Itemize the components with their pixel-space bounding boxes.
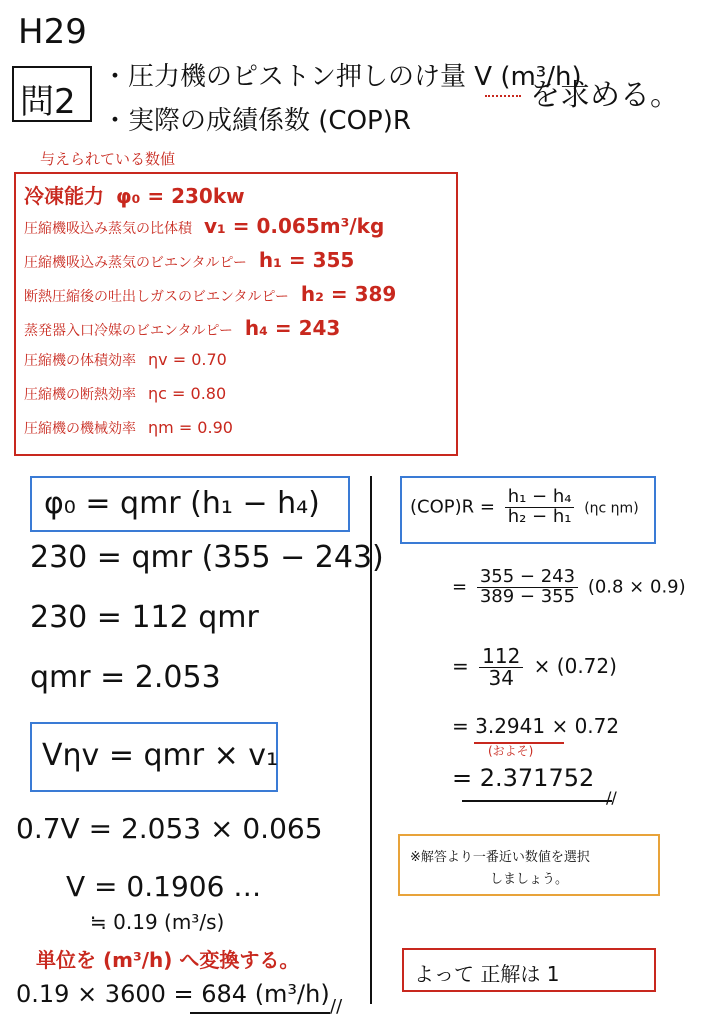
answer-text: よって 正解は 1 bbox=[414, 962, 560, 986]
cop-step-1-denominator: 389 − 355 bbox=[479, 585, 576, 607]
given-item-label: 冷凍能力 bbox=[24, 184, 104, 208]
given-item-label: 圧縮機吸込み蒸気のビエンタルピー bbox=[24, 255, 247, 271]
year-label: H29 bbox=[18, 12, 87, 52]
given-caption: 与えられている数値 bbox=[40, 150, 176, 168]
unit-underline bbox=[485, 93, 521, 97]
cop-step-3-note: (およそ) bbox=[488, 744, 534, 758]
calc-step-7: 0.19 × 3600 = 684 (m³/h) bbox=[16, 980, 330, 1008]
given-item-value: h₁ = 355 bbox=[258, 248, 355, 272]
given-item bbox=[24, 282, 450, 316]
cop-formula bbox=[410, 488, 639, 527]
cop-step-1-eq: = bbox=[452, 576, 468, 598]
cop-step-1-numerator: 355 − 243 bbox=[477, 568, 578, 588]
formula-1: φ₀ = qmr (h₁ − h₄) bbox=[44, 486, 320, 521]
calc-step-1: 230 = qmr (355 − 243) bbox=[30, 540, 384, 575]
task-line-2: ・実際の成績係数 (COP)R bbox=[102, 106, 411, 136]
calc-step-3: qmr = 2.053 bbox=[30, 660, 221, 695]
cop-step-3: = 3.2941 × 0.72 bbox=[452, 714, 620, 738]
cop-step-1-fraction bbox=[477, 568, 578, 607]
cop-step-4: = 2.371752 bbox=[452, 764, 595, 792]
given-item-value: φ₀ = 230kw bbox=[116, 184, 245, 208]
formula-box-2 bbox=[30, 722, 278, 792]
hint-line-2: しましょう。 bbox=[490, 872, 569, 887]
calc-step-5: V = 0.1906 … bbox=[66, 870, 262, 903]
given-item-label: 断熱圧縮後の吐出しガスのビエンタルピー bbox=[24, 289, 289, 305]
given-item bbox=[24, 418, 450, 452]
given-item-value: ηv = 0.70 bbox=[148, 350, 227, 369]
unit-conversion-note: 単位を (m³/h) へ変換する。 bbox=[36, 948, 300, 972]
end-mark-right: // bbox=[606, 788, 617, 807]
end-mark-left: // bbox=[330, 996, 343, 1017]
given-values-list bbox=[24, 180, 450, 452]
task-line-1: ・圧力機のピストン押しのけ量 V (m³/h) bbox=[102, 62, 582, 92]
calc-step-2: 230 = 112 qmr bbox=[30, 600, 259, 635]
given-item bbox=[24, 180, 450, 214]
answer-box bbox=[402, 948, 656, 992]
cop-formula-box bbox=[400, 476, 656, 544]
given-item bbox=[24, 248, 450, 282]
formula-2: Vηv = qmr × v₁ bbox=[42, 738, 279, 773]
given-item-value: ηm = 0.90 bbox=[148, 418, 233, 437]
formula-box-1 bbox=[30, 476, 350, 532]
cop-formula-numerator: h₁ − h₄ bbox=[505, 488, 575, 508]
given-values-box bbox=[14, 172, 458, 456]
cop-formula-denominator: h₂ − h₁ bbox=[507, 505, 572, 527]
given-item-label: 圧縮機吸込み蒸気の比体積 bbox=[24, 221, 192, 237]
given-item-label: 蒸発器入口冷媒のビエンタルピー bbox=[24, 323, 233, 339]
question-label: 問2 bbox=[20, 82, 76, 122]
cop-step-2 bbox=[452, 646, 617, 689]
calc-step-4: 0.7V = 2.053 × 0.065 bbox=[16, 812, 323, 845]
cop-formula-tail: (ηc ηm) bbox=[584, 500, 639, 517]
given-item bbox=[24, 350, 450, 384]
result-underline-right bbox=[462, 800, 612, 802]
given-item-value: h₂ = 389 bbox=[300, 282, 397, 306]
given-item bbox=[24, 384, 450, 418]
given-item-value: v₁ = 0.065m³/kg bbox=[204, 214, 385, 238]
given-item-label: 圧縮機の機械効率 bbox=[24, 421, 136, 437]
given-item-value: ηc = 0.80 bbox=[148, 384, 227, 403]
result-underline-left bbox=[190, 1012, 330, 1014]
given-item-label: 圧縮機の体積効率 bbox=[24, 353, 136, 369]
cop-step-2-numerator: 112 bbox=[479, 646, 523, 668]
given-item-value: h₄ = 243 bbox=[244, 316, 341, 340]
cop-formula-lhs: (COP)R = bbox=[410, 496, 495, 518]
calc-step-6: ≒ 0.19 (m³/s) bbox=[90, 910, 225, 934]
cop-step-1 bbox=[452, 568, 686, 607]
hint-line-1: ※解答より一番近い数値を選択 bbox=[410, 850, 590, 865]
given-item bbox=[24, 214, 450, 248]
cop-step-1-tail: (0.8 × 0.9) bbox=[587, 576, 686, 598]
cop-step-2-denominator: 34 bbox=[488, 666, 514, 690]
cop-step-2-eq: = bbox=[452, 654, 469, 678]
given-item-label: 圧縮機の断熱効率 bbox=[24, 387, 136, 403]
task-suffix: を求める。 bbox=[530, 78, 680, 113]
cop-formula-fraction bbox=[505, 488, 575, 527]
given-item bbox=[24, 316, 450, 350]
cop-step-2-fraction bbox=[479, 646, 523, 689]
question-label-box bbox=[12, 66, 92, 122]
cop-step-2-tail: × (0.72) bbox=[533, 654, 617, 678]
hint-box bbox=[398, 834, 660, 896]
